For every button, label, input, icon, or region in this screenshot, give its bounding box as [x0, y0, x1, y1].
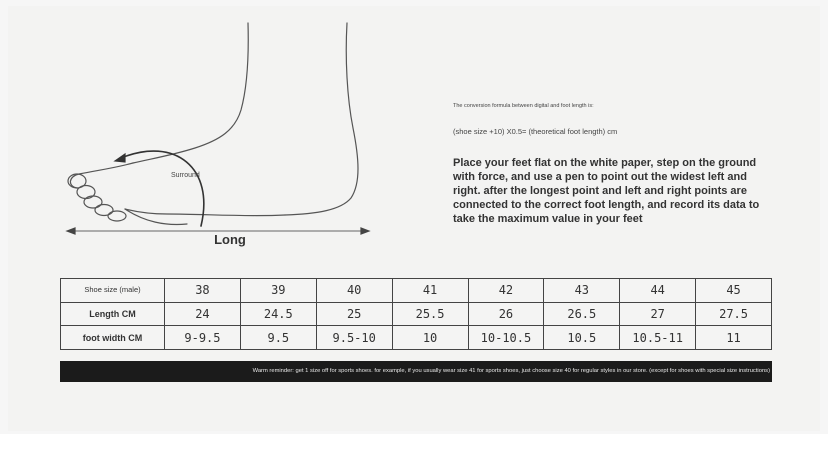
bottom-band	[0, 434, 828, 468]
long-label: Long	[214, 232, 246, 247]
table-cell: 26	[468, 302, 544, 326]
table-row	[61, 279, 772, 303]
table-row	[61, 326, 772, 350]
table-cell: 45	[696, 279, 772, 303]
table-cell: 9.5	[240, 326, 316, 350]
table-cell: 26.5	[544, 302, 620, 326]
table-cell: 10.5	[544, 326, 620, 350]
row-label: foot width CM	[61, 326, 165, 350]
table-cell: 24	[165, 302, 241, 326]
table-cell: 10-10.5	[468, 326, 544, 350]
foot-illustration	[55, 18, 375, 243]
table-cell: 25.5	[392, 302, 468, 326]
table-cell: 27.5	[696, 302, 772, 326]
table-cell: 41	[392, 279, 468, 303]
table-cell: 42	[468, 279, 544, 303]
row-label: Shoe size (male)	[61, 279, 165, 303]
table-row	[61, 302, 772, 326]
measuring-instructions: Place your feet flat on the white paper, step on the ground with force, and use a pen to point out the widest left and right. after the longest point and left and right points are connected to the correct foot length, and record its data to take the maximum value in your feet	[453, 157, 760, 225]
table-cell: 27	[620, 302, 696, 326]
table-cell: 24.5	[240, 302, 316, 326]
table-cell: 40	[316, 279, 392, 303]
formula-title: The conversion formula between digital and foot length is:	[453, 103, 594, 109]
surround-label: Surround	[171, 172, 200, 179]
size-chart-table	[60, 278, 772, 350]
table-cell: 44	[620, 279, 696, 303]
table-cell: 39	[240, 279, 316, 303]
table-cell: 9-9.5	[165, 326, 241, 350]
table-cell: 25	[316, 302, 392, 326]
table-cell: 10	[392, 326, 468, 350]
warm-reminder-bar: Warm reminder: get 1 size off for sports shoes. for example, if you usually wear size 41 for sports shoes, just choose size 40 for regular styles in our store. (except for shoes with special size instructions)	[60, 361, 772, 382]
table-cell: 9.5-10	[316, 326, 392, 350]
table-cell: 11	[696, 326, 772, 350]
row-label: Length CM	[61, 302, 165, 326]
table-cell: 43	[544, 279, 620, 303]
formula-text: (shoe size +10) X0.5= (theoretical foot length) cm	[453, 127, 618, 136]
table-cell: 38	[165, 279, 241, 303]
table-cell: 10.5-11	[620, 326, 696, 350]
